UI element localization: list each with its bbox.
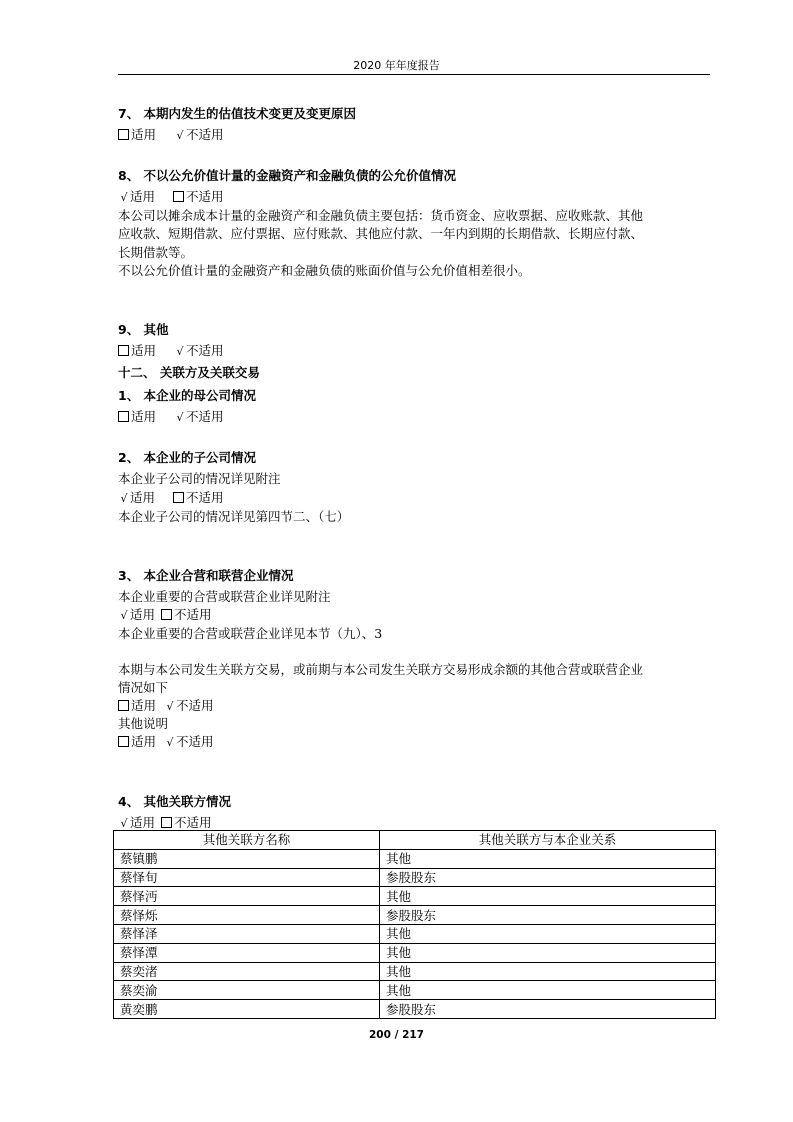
section-7-heading: 7、 本期内发生的估值技术变更及变更原因 (118, 106, 357, 121)
subsection-2-detail: 本企业子公司的情况详见第四节二、（七） (118, 509, 350, 524)
subsection-2-intro: 本企业子公司的情况详见附注 (118, 471, 281, 486)
subsection-3-detail: 本企业重要的合营或联营企业详见本节（九）、3 (118, 626, 383, 641)
party-name-cell: 蔡怿旬 (114, 868, 380, 887)
chapter-12-heading: 十二、 关联方及关联交易 (118, 365, 260, 380)
table-row (114, 962, 716, 981)
party-name-cell: 蔡怿潭 (114, 943, 380, 962)
relationship-cell: 其他 (380, 943, 716, 962)
unchecked-box-icon (161, 609, 172, 620)
subsection-3-intro: 本企业重要的合营或联营企业详见附注 (118, 589, 331, 604)
table-row (114, 981, 716, 1000)
unchecked-box-icon (118, 736, 129, 747)
table-header-row (114, 831, 716, 850)
unchecked-box-icon (118, 345, 129, 356)
column-header: 其他关联方与本企业关系 (380, 831, 716, 850)
subsection-3-other-label: 其他说明 (118, 716, 169, 731)
party-name-cell: 蔡奕渚 (114, 962, 380, 981)
section-7-options: 适用 √ 不适用 (118, 125, 224, 143)
table-row (114, 849, 716, 868)
section-8-text-line: 不以公允价值计量的金融资产和金融负债的账面价值与公允价值相差很小。 (118, 263, 531, 278)
subsection-3-heading: 3、 本企业合营和联营企业情况 (118, 568, 294, 583)
checkmark-icon: √ (176, 129, 184, 142)
party-name-cell: 蔡怿沔 (114, 887, 380, 906)
checkmark-icon: √ (120, 191, 128, 204)
section-8-text-line: 本公司以摊余成本计量的金融资产和金融负债主要包括：货币资金、应收票据、应收账款、其他 (118, 208, 644, 223)
checkmark-icon: √ (166, 736, 174, 749)
subsection-1-heading: 1、 本企业的母公司情况 (118, 388, 257, 403)
section-8-heading: 8、 不以公允价值计量的金融资产和金融负债的公允价值情况 (118, 168, 457, 183)
column-header: 其他关联方名称 (114, 831, 380, 850)
relationship-cell: 参股股东 (380, 868, 716, 887)
section-8-text-line: 应收款、短期借款、应付票据、应付账款、其他应付款、一年内到期的长期借款、长期应付款、 (118, 226, 644, 241)
subsection-3-options-2: 适用 √ 不适用 (118, 696, 214, 714)
header-divider (118, 74, 710, 75)
table-row (114, 943, 716, 962)
subsection-3-options-3: 适用 √ 不适用 (118, 732, 214, 750)
section-8-options: √ 适用 不适用 (118, 187, 224, 205)
page-number: 200 / 217 (369, 1029, 424, 1041)
relationship-cell: 参股股东 (380, 1000, 716, 1019)
table-row (114, 906, 716, 925)
party-name-cell: 蔡怿泽 (114, 924, 380, 943)
party-name-cell: 蔡奕渝 (114, 981, 380, 1000)
checkmark-icon: √ (120, 492, 128, 505)
checkmark-icon: √ (176, 345, 184, 358)
section-9-options: 适用 √ 不适用 (118, 341, 224, 359)
related-parties-table (113, 830, 716, 1019)
table-row (114, 868, 716, 887)
party-name-cell: 黄奕鹏 (114, 1000, 380, 1019)
section-8-text-line: 长期借款等。 (118, 245, 194, 260)
unchecked-box-icon (173, 191, 184, 202)
subsection-3-para-line: 本期与本公司发生关联方交易，或前期与本公司发生关联方交易形成余额的其他合营或联营企业 (118, 662, 644, 677)
checkmark-icon: √ (176, 411, 184, 424)
page-header-title: 2020 年年度报告 (353, 59, 440, 72)
subsection-4-options: √ 适用 不适用 (118, 813, 212, 831)
unchecked-box-icon (118, 700, 129, 711)
unchecked-box-icon (173, 492, 184, 503)
relationship-cell: 其他 (380, 887, 716, 906)
section-9-heading: 9、 其他 (118, 322, 169, 337)
table-row (114, 887, 716, 906)
subsection-3-para-line: 情况如下 (118, 680, 169, 695)
party-name-cell: 蔡镇鹏 (114, 849, 380, 868)
subsection-3-options: √ 适用 不适用 (118, 605, 212, 623)
checkmark-icon: √ (120, 609, 128, 622)
table-row (114, 1000, 716, 1019)
subsection-2-options: √ 适用 不适用 (118, 488, 224, 506)
checkmark-icon: √ (166, 700, 174, 713)
unchecked-box-icon (118, 129, 129, 140)
checkmark-icon: √ (120, 817, 128, 830)
subsection-2-heading: 2、 本企业的子公司情况 (118, 450, 257, 465)
table-row (114, 924, 716, 943)
subsection-1-options: 适用 √ 不适用 (118, 407, 224, 425)
relationship-cell: 其他 (380, 924, 716, 943)
relationship-cell: 其他 (380, 962, 716, 981)
unchecked-box-icon (118, 411, 129, 422)
unchecked-box-icon (161, 817, 172, 828)
party-name-cell: 蔡怿烁 (114, 906, 380, 925)
relationship-cell: 其他 (380, 981, 716, 1000)
relationship-cell: 其他 (380, 849, 716, 868)
relationship-cell: 参股股东 (380, 906, 716, 925)
subsection-4-heading: 4、 其他关联方情况 (118, 794, 232, 809)
